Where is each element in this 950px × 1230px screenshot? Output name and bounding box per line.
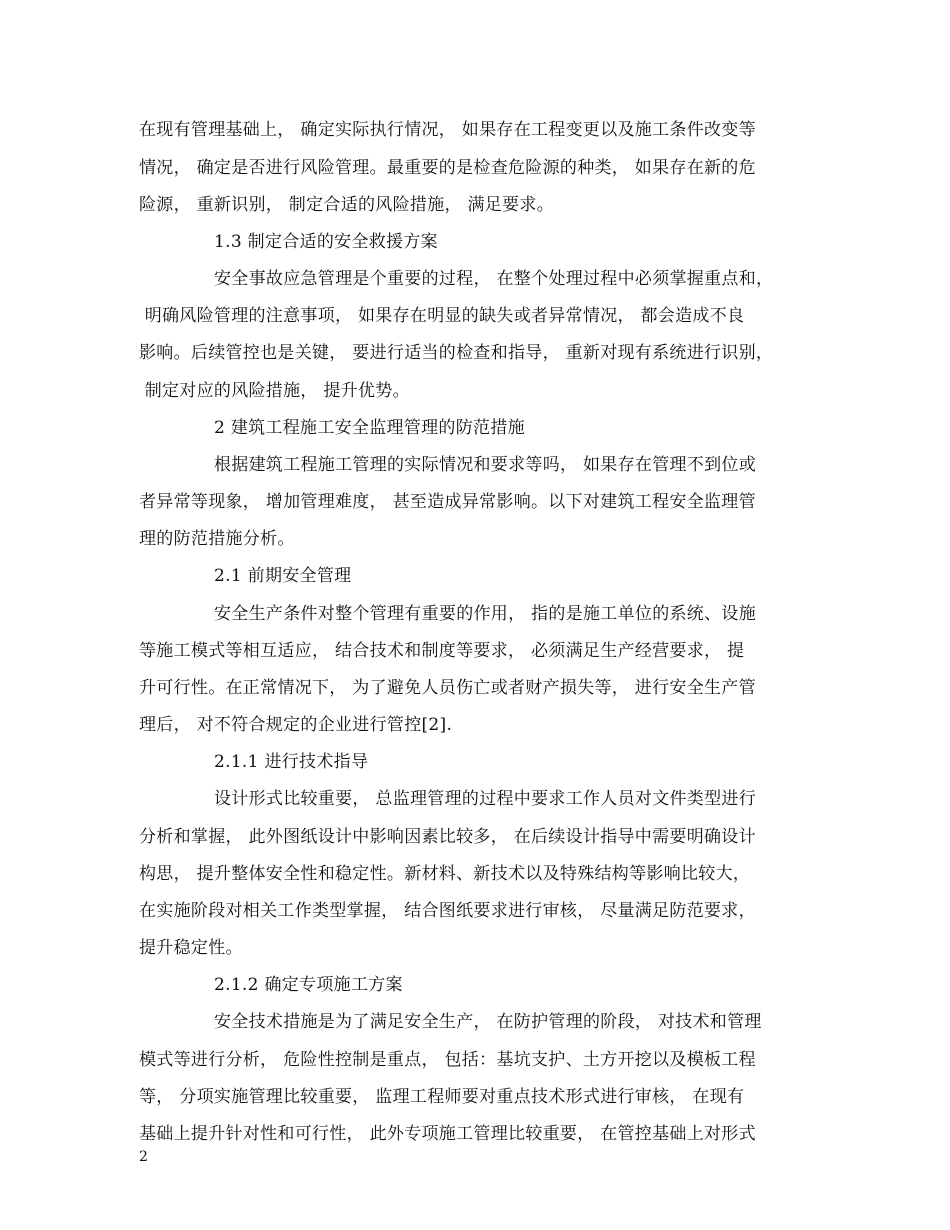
section-heading: 1.3 制定合适的安全救援方案 [214,232,438,252]
paragraph-line: 理的防范措施分析。 [139,529,295,549]
paragraph-line: 险源， 重新识别， 制定合适的风险措施， 满足要求。 [139,195,555,215]
section-heading: 2 建筑工程施工安全监理管理的防范措施 [214,418,525,438]
section-heading: 2.1.1 进行技术指导 [214,752,369,772]
paragraph-line: 安全技术措施是为了满足安全生产， 在防护管理的阶段， 对技术和管理 [214,1012,762,1032]
paragraph-line: 明确风险管理的注意事项， 如果存在明显的缺失或者异常情况， 都会造成不良 [139,306,745,326]
paragraph-line: 制定对应的风险措施， 提升优势。 [139,381,410,401]
paragraph-line: 影响。后续管控也是关键， 要进行适当的检查和指导， 重新对现有系统进行识别， [139,343,774,363]
paragraph-line: 安全事故应急管理是个重要的过程， 在整个处理过程中必须掌握重点和， [214,269,774,289]
paragraph-line: 等施工模式等相互适应， 结合技术和制度等要求， 必须满足生产经营要求， 提 [139,641,745,661]
paragraph-line: 构思， 提升整体安全性和稳定性。新材料、新技术以及特殊结构等影响比较大， [139,864,751,884]
page-number: 2 [139,1149,148,1165]
paragraph-line: 设计形式比较重要， 总监理管理的过程中要求工作人员对文件类型进行 [214,789,757,809]
paragraph-line: 在现有管理基础上， 确定实际执行情况， 如果存在工程变更以及施工条件改变等 [139,120,756,140]
paragraph-line: 理后， 对不符合规定的企业进行管控[2]. [139,715,453,735]
paragraph-line: 安全生产条件对整个管理有重要的作用， 指的是施工单位的系统、设施 [214,604,757,624]
paragraph-line: 分析和掌握， 此外图纸设计中影响因素比较多， 在后续设计指导中需要明确设计 [139,827,756,847]
paragraph-line: 根据建筑工程施工管理的实际情况和要求等吗， 如果存在管理不到位或 [214,455,757,475]
paragraph-line: 在实施阶段对相关工作类型掌握， 结合图纸要求进行审核， 尽量满足防范要求， [139,901,756,921]
paragraph-line: 提升稳定性。 [139,938,243,958]
paragraph-line: 情况， 确定是否进行风险管理。最重要的是检查危险源的种类， 如果存在新的危 [139,158,756,178]
section-heading: 2.1 前期安全管理 [214,566,352,586]
paragraph-line: 基础上提升针对性和可行性， 此外专项施工管理比较重要， 在管控基础上对形式 [139,1124,756,1144]
paragraph-line: 升可行性。在正常情况下， 为了避免人员伤亡或者财产损失等， 进行安全生产管 [139,678,756,698]
paragraph-line: 者异常等现象， 增加管理难度， 甚至造成异常影响。以下对建筑工程安全监理管 [139,492,756,512]
section-heading: 2.1.2 确定专项施工方案 [214,975,403,995]
paragraph-line: 模式等进行分析， 危险性控制是重点， 包括：基坑支护、土方开挖以及模板工程 [139,1050,756,1070]
paragraph-line: 等， 分项实施管理比较重要， 监理工程师要对重点技术形式进行审核， 在现有 [139,1087,745,1107]
